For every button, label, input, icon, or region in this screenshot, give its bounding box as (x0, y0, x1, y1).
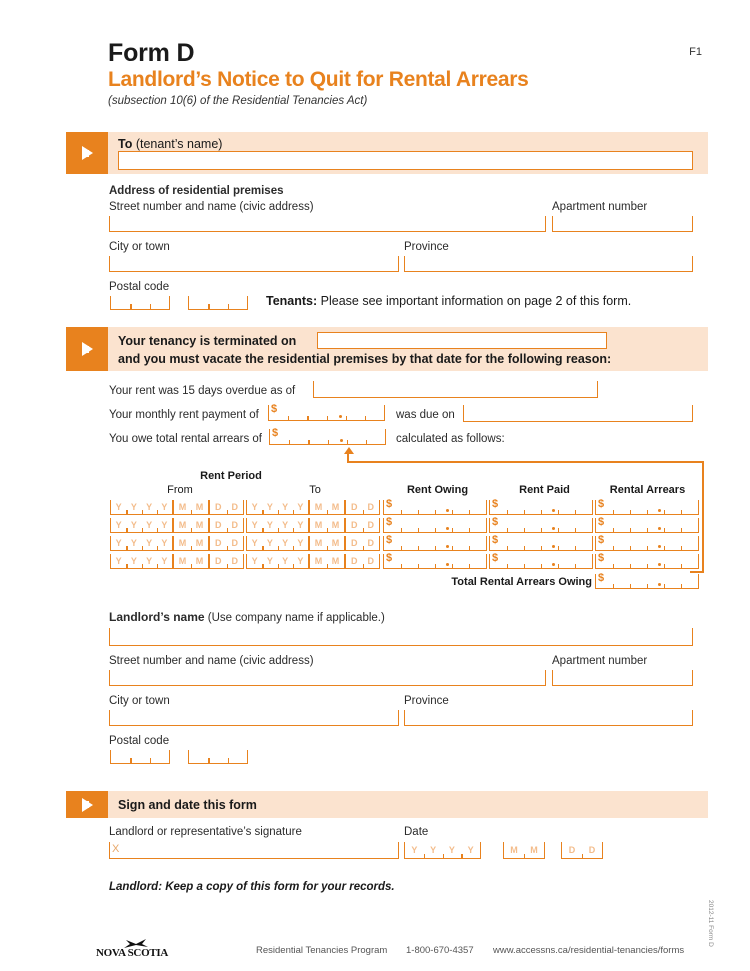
date-cell: M (178, 501, 187, 512)
date-cell: Y (278, 536, 293, 550)
to-header: To (309, 484, 321, 496)
money-cell[interactable] (269, 405, 288, 420)
from-year-group[interactable] (110, 536, 173, 551)
to-day-group[interactable] (345, 536, 380, 551)
rent-period-header: Rent Period (200, 470, 262, 482)
to-day-group[interactable] (345, 518, 380, 533)
tenant-apartment-input[interactable] (552, 216, 693, 232)
tenant-province-label: Province (404, 241, 449, 253)
tenants-note-rest: Please see important information on page 2 of this form. (317, 294, 632, 308)
date-cell: Y (157, 536, 172, 550)
date-cell: Y (115, 555, 122, 566)
decimal-point-icon (658, 527, 661, 530)
date-cell: Y (115, 537, 122, 548)
from-year-group[interactable] (110, 518, 173, 533)
arrow-right-icon (82, 342, 93, 356)
dollar-sign-icon: $ (271, 403, 278, 415)
date-cell: Y (142, 554, 157, 568)
money-cell[interactable] (307, 405, 326, 420)
dollar-sign-icon: $ (598, 498, 605, 510)
from-header: From (167, 484, 193, 496)
tenant-name-input[interactable] (118, 151, 693, 170)
rent-owing-header: Rent Owing (406, 484, 469, 496)
sign-band-label: Sign and date this form (118, 798, 257, 812)
landlord-postal-label: Postal code (109, 735, 170, 747)
from-day-group[interactable] (209, 500, 244, 515)
total-rental-arrears-input[interactable] (595, 574, 699, 589)
postal-cell[interactable] (150, 296, 169, 309)
decimal-point-icon (552, 545, 555, 548)
date-cell: M (191, 500, 208, 514)
date-cell: M (191, 518, 208, 532)
footer-phone: 1-800-670-4357 (406, 945, 474, 956)
table-row-rent-paid[interactable] (489, 518, 593, 533)
table-row-from-date[interactable] (110, 536, 244, 551)
date-cell: D (351, 501, 358, 512)
keep-copy-note: Landlord: Keep a copy of this form for your records. (109, 881, 395, 893)
date-cell: M (191, 554, 208, 568)
table-row-rental-arrears[interactable] (595, 536, 699, 551)
postal-cell[interactable] (189, 296, 208, 309)
table-row-rent-paid[interactable] (489, 554, 593, 569)
date-cell: M (314, 555, 323, 566)
date-cell: M (178, 519, 187, 530)
dollar-sign-icon: $ (386, 516, 393, 528)
dollar-sign-icon: $ (492, 552, 499, 564)
date-cell: Y (251, 501, 258, 512)
date-cell: Y (142, 536, 157, 550)
dollar-sign-icon: $ (492, 534, 499, 546)
postal-cell[interactable] (189, 750, 208, 763)
landlord-city-label: City or town (109, 695, 170, 707)
date-cell: Y (126, 536, 141, 550)
date-cell: Y (126, 518, 141, 532)
rental-arrears-header: Rental Arrears (609, 484, 686, 496)
date-cell: D (568, 844, 576, 855)
date-cell: M (191, 536, 208, 550)
signature-x-marker: X (112, 843, 120, 855)
signature-date-year[interactable] (404, 842, 481, 859)
postal-cell[interactable] (228, 750, 247, 763)
dollar-sign-icon: $ (598, 572, 605, 584)
to-month-group[interactable] (309, 536, 345, 551)
section-terminate-arrow (66, 327, 108, 371)
table-row-to-date[interactable] (246, 536, 380, 551)
date-cell: D (227, 500, 244, 514)
date-cell: D (582, 842, 602, 858)
date-cell: Y (411, 844, 418, 855)
from-day-group[interactable] (209, 536, 244, 551)
tenant-province-input[interactable] (404, 256, 693, 272)
to-month-group[interactable] (309, 554, 345, 569)
to-day-group[interactable] (345, 554, 380, 569)
form-subtitle: (subsection 10(6) of the Residential Tenancies Act) (108, 95, 368, 108)
date-cell: Y (115, 519, 122, 530)
table-row-rent-paid[interactable] (489, 500, 593, 515)
postal-cell[interactable] (130, 296, 149, 309)
date-cell: Y (126, 500, 141, 514)
landlord-name-label-rest: (Use company name if applicable.) (204, 612, 385, 624)
dollar-sign-icon: $ (598, 516, 605, 528)
terminate-line1: Your tenancy is terminated on (118, 334, 297, 348)
table-row-from-date[interactable] (110, 518, 244, 533)
dollar-sign-icon: $ (386, 534, 393, 546)
date-cell: Y (157, 554, 172, 568)
arrow-right-icon (82, 146, 93, 160)
rent-due-date-input[interactable] (463, 405, 693, 422)
connector-horizontal (347, 461, 704, 463)
date-cell: Y (461, 842, 480, 858)
tenant-postal-input-part1[interactable] (110, 296, 170, 310)
landlord-apartment-label: Apartment number (552, 655, 648, 667)
date-cell: M (178, 555, 187, 566)
table-row-rent-paid[interactable] (489, 536, 593, 551)
section-to-label-rest: (tenant’s name) (132, 137, 223, 151)
date-cell: D (215, 555, 222, 566)
tenant-apartment-label: Apartment number (552, 201, 648, 213)
date-cell: D (363, 500, 380, 514)
money-cell[interactable] (328, 429, 347, 444)
table-row-from-date[interactable] (110, 554, 244, 569)
landlord-apartment-input[interactable] (552, 670, 693, 686)
signature-date-month[interactable] (503, 842, 545, 859)
decimal-point-icon (446, 509, 449, 512)
section-to-arrow (66, 132, 108, 174)
date-cell: Y (251, 555, 258, 566)
date-cell: M (327, 500, 344, 514)
owe-arrears-label: You owe total rental arrears of (109, 433, 262, 445)
date-cell: Y (251, 537, 258, 548)
from-month-group[interactable] (173, 500, 209, 515)
landlord-street-input[interactable] (109, 670, 546, 686)
money-cell[interactable] (366, 429, 385, 444)
postal-cell[interactable] (208, 750, 227, 763)
date-cell: D (227, 554, 244, 568)
date-cell: Y (293, 536, 308, 550)
landlord-postal-input-part2[interactable] (188, 750, 248, 764)
landlord-city-input[interactable] (109, 710, 399, 726)
sign-year-group[interactable] (404, 842, 481, 859)
monthly-rent-amount-input[interactable] (268, 405, 385, 421)
terminate-line2: and you must vacate the residential premises by that date for the following reason: (118, 352, 612, 366)
date-cell: M (327, 536, 344, 550)
money-cell[interactable] (288, 405, 307, 420)
money-cell[interactable] (270, 429, 289, 444)
landlord-street-label: Street number and name (civic address) (109, 655, 314, 667)
date-cell: M (327, 518, 344, 532)
date-cell: Y (262, 554, 277, 568)
date-cell: Y (157, 518, 172, 532)
tenant-postal-label: Postal code (109, 281, 170, 293)
decimal-point-icon (339, 415, 342, 418)
date-cell: Y (142, 500, 157, 514)
table-row-rental-arrears[interactable] (595, 500, 699, 515)
table-row-to-date[interactable] (246, 518, 380, 533)
postal-cell[interactable] (228, 296, 247, 309)
tenants-note-bold: Tenants: (266, 294, 318, 308)
table-row-to-date[interactable] (246, 500, 380, 515)
page-header (108, 40, 528, 107)
date-cell: Y (262, 536, 277, 550)
date-cell: Y (278, 500, 293, 514)
section-sign-arrow (66, 791, 108, 818)
date-cell: D (215, 501, 222, 512)
table-row-rental-arrears[interactable] (595, 518, 699, 533)
monthly-rent-label: Your monthly rent payment of (109, 409, 259, 421)
table-row-rent-owing[interactable] (383, 500, 487, 515)
connector-right-vertical (702, 461, 704, 573)
page-title: Landlord’s Notice to Quit for Rental Arrears (108, 68, 529, 92)
date-cell: Y (262, 518, 277, 532)
page-mark: F1 (689, 46, 702, 58)
arrow-right-icon (82, 798, 93, 812)
date-cell: D (215, 537, 222, 548)
from-year-group[interactable] (110, 554, 173, 569)
date-cell: M (314, 537, 323, 548)
signature-input[interactable] (109, 842, 399, 859)
from-month-group[interactable] (173, 536, 209, 551)
dollar-sign-icon: $ (598, 552, 605, 564)
date-cell: Y (443, 842, 462, 858)
date-cell: M (327, 554, 344, 568)
date-cell: D (363, 536, 380, 550)
date-cell: D (227, 518, 244, 532)
landlord-name-input[interactable] (109, 628, 693, 646)
total-arrears-amount-input[interactable] (269, 429, 386, 445)
connector-bottom-stub (690, 571, 704, 573)
to-month-group[interactable] (309, 518, 345, 533)
to-year-group[interactable] (246, 518, 309, 533)
decimal-point-icon (658, 545, 661, 548)
date-cell: Y (293, 554, 308, 568)
table-row-to-date[interactable] (246, 554, 380, 569)
money-cell[interactable] (346, 405, 365, 420)
decimal-point-icon (552, 509, 555, 512)
signature-date-day[interactable] (561, 842, 603, 859)
to-year-group[interactable] (246, 554, 309, 569)
date-cell: M (524, 842, 544, 858)
termination-date-input[interactable] (317, 332, 607, 349)
dollar-sign-icon: $ (492, 516, 499, 528)
date-cell: D (351, 519, 358, 530)
from-month-group[interactable] (173, 518, 209, 533)
dollar-sign-icon: $ (386, 498, 393, 510)
money-cell[interactable] (308, 429, 327, 444)
table-row-rent-owing[interactable] (383, 536, 487, 551)
table-row-from-date[interactable] (110, 500, 244, 515)
table-row-rent-owing[interactable] (383, 518, 487, 533)
from-month-group[interactable] (173, 554, 209, 569)
signature-date-label: Date (404, 826, 429, 838)
to-year-group[interactable] (246, 536, 309, 551)
section-to-label-bold: To (118, 137, 133, 151)
postal-cell[interactable] (111, 296, 130, 309)
postal-cell[interactable] (111, 750, 130, 763)
decimal-point-icon (552, 527, 555, 530)
tenant-street-label: Street number and name (civic address) (109, 201, 314, 213)
from-day-group[interactable] (209, 518, 244, 533)
date-cell: Y (157, 500, 172, 514)
decimal-point-icon (340, 439, 343, 442)
tenant-address-heading: Address of residential premises (109, 185, 284, 197)
date-cell: D (351, 555, 358, 566)
to-month-group[interactable] (309, 500, 345, 515)
decimal-point-icon (658, 563, 661, 566)
date-cell: D (215, 519, 222, 530)
to-day-group[interactable] (345, 500, 380, 515)
form-revision-code: 2012-11 Form D (707, 900, 714, 947)
decimal-point-icon (658, 509, 661, 512)
table-row-rental-arrears[interactable] (595, 554, 699, 569)
dollar-sign-icon: $ (492, 498, 499, 510)
date-cell: D (363, 518, 380, 532)
date-cell: M (314, 501, 323, 512)
date-cell: M (314, 519, 323, 530)
date-cell: D (351, 537, 358, 548)
decimal-point-icon (446, 545, 449, 548)
landlord-province-input[interactable] (404, 710, 693, 726)
total-rental-arrears-label: Total Rental Arrears Owing (451, 576, 592, 588)
was-due-label: was due on (396, 409, 455, 421)
tenant-postal-input-part2[interactable] (188, 296, 248, 310)
date-cell: Y (278, 554, 293, 568)
postal-cell[interactable] (208, 296, 227, 309)
date-cell: D (227, 536, 244, 550)
table-row-rent-owing[interactable] (383, 554, 487, 569)
date-cell: Y (262, 500, 277, 514)
date-cell: M (178, 537, 187, 548)
nova-scotia-wordmark: NOVA SCOTIA (96, 947, 168, 959)
landlord-name-label-bold: Landlord’s name (109, 610, 205, 624)
sign-month-group[interactable] (503, 842, 545, 859)
decimal-point-icon (658, 583, 661, 586)
dollar-sign-icon: $ (272, 427, 279, 439)
date-cell: Y (293, 518, 308, 532)
money-cell[interactable] (327, 405, 346, 420)
money-cell[interactable] (365, 405, 384, 420)
dollar-sign-icon: $ (598, 534, 605, 546)
rent-paid-header: Rent Paid (519, 484, 570, 496)
date-cell: Y (115, 501, 122, 512)
footer-program: Residential Tenancies Program (256, 945, 388, 956)
date-cell: Y (142, 518, 157, 532)
dollar-sign-icon: $ (386, 552, 393, 564)
date-cell: Y (278, 518, 293, 532)
footer-website[interactable]: www.accessns.ca/residential-tenancies/forms (493, 945, 685, 956)
from-year-group[interactable] (110, 500, 173, 515)
landlord-province-label: Province (404, 695, 449, 707)
connector-arrow-up-icon (344, 447, 354, 454)
postal-cell[interactable] (130, 750, 149, 763)
date-cell: Y (251, 519, 258, 530)
decimal-point-icon (446, 563, 449, 566)
section-to-label (118, 137, 222, 151)
money-cell[interactable] (289, 429, 308, 444)
postal-cell[interactable] (150, 750, 169, 763)
calculated-as-follows-label: calculated as follows: (396, 433, 505, 445)
to-year-group[interactable] (246, 500, 309, 515)
tenants-note (266, 294, 631, 308)
landlord-postal-input-part1[interactable] (110, 750, 170, 764)
tenant-city-input[interactable] (109, 256, 399, 272)
tenant-street-input[interactable] (109, 216, 546, 232)
nova-scotia-logo (96, 937, 174, 961)
decimal-point-icon (446, 527, 449, 530)
overdue-label: Your rent was 15 days overdue as of (109, 385, 296, 397)
signature-label: Landlord or representative’s signature (109, 826, 302, 838)
tenant-city-label: City or town (109, 241, 170, 253)
money-cell[interactable] (347, 429, 366, 444)
date-cell: Y (126, 554, 141, 568)
from-day-group[interactable] (209, 554, 244, 569)
overdue-date-input[interactable] (313, 381, 598, 398)
sign-day-group[interactable] (561, 842, 603, 859)
date-cell: Y (293, 500, 308, 514)
date-cell: Y (424, 842, 443, 858)
landlord-name-label (109, 610, 385, 624)
date-cell: D (363, 554, 380, 568)
date-cell: M (510, 844, 518, 855)
form-id: Form D (108, 39, 195, 67)
decimal-point-icon (552, 563, 555, 566)
